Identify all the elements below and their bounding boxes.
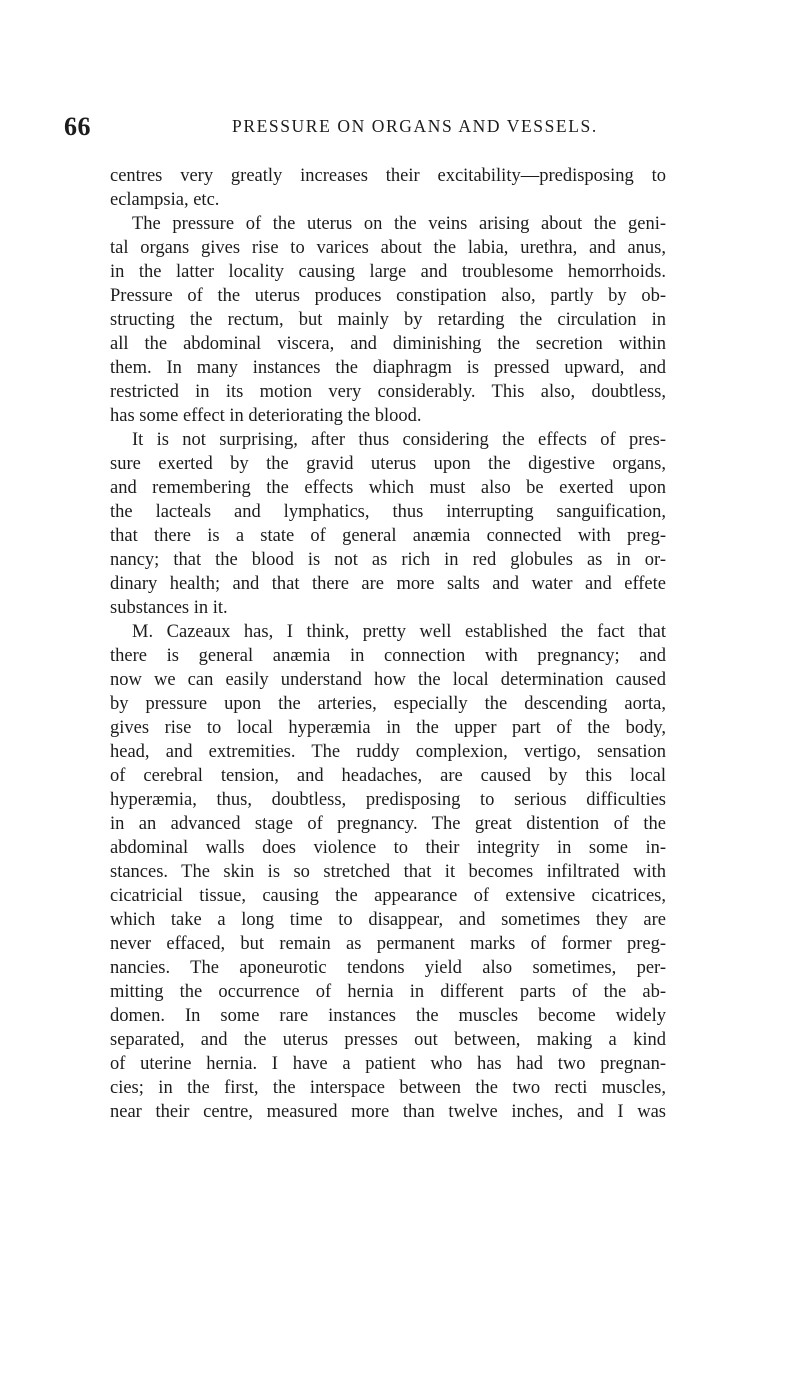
text-line: that there is a state of general anæmia connected with preg- — [110, 526, 666, 546]
text-line: restricted in its motion very considerably. This also, doubtless, — [110, 382, 666, 402]
text-line: domen. In some rare instances the muscles become widely — [110, 1006, 666, 1026]
text-line: tal organs gives rise to varices about the labia, urethra, and anus, — [110, 238, 666, 258]
page-header — [64, 112, 668, 142]
text-line: nancy; that the blood is not as rich in red globules as in or- — [110, 550, 666, 570]
text-line: never effaced, but remain as permanent marks of former preg- — [110, 934, 666, 954]
text-line: in an advanced stage of pregnancy. The great distention of the — [110, 814, 666, 834]
text-line: which take a long time to disappear, and sometimes they are — [110, 910, 666, 930]
body-text — [110, 164, 666, 1124]
text-line: the lacteals and lymphatics, thus interrupting sanguification, — [110, 502, 666, 522]
text-line: eclampsia, etc. — [110, 190, 220, 210]
text-line: substances in it. — [110, 598, 228, 618]
text-line: and remembering the effects which must also be exerted upon — [110, 478, 666, 498]
text-line: nancies. The aponeurotic tendons yield also sometimes, per- — [110, 958, 666, 978]
text-line: head, and extremities. The ruddy complexion, vertigo, sensation — [110, 742, 666, 762]
text-line: them. In many instances the diaphragm is pressed upward, and — [110, 358, 666, 378]
text-line: structing the rectum, but mainly by retarding the circulation in — [110, 310, 666, 330]
text-line: gives rise to local hyperæmia in the upper part of the body, — [110, 718, 666, 738]
text-line: there is general anæmia in connection with pregnancy; and — [110, 646, 666, 666]
text-line: sure exerted by the gravid uterus upon the digestive organs, — [110, 454, 666, 474]
text-line: Pressure of the uterus produces constipation also, partly by ob- — [110, 286, 666, 306]
text-line: dinary health; and that there are more salts and water and effete — [110, 574, 666, 594]
text-line: of uterine hernia. I have a patient who has had two pregnan- — [110, 1054, 666, 1074]
text-line: separated, and the uterus presses out between, making a kind — [110, 1030, 666, 1050]
text-line: stances. The skin is so stretched that it becomes infiltrated with — [110, 862, 666, 882]
text-line: cicatricial tissue, causing the appearance of extensive cicatrices, — [110, 886, 666, 906]
text-line: mitting the occurrence of hernia in different parts of the ab- — [110, 982, 666, 1002]
text-line: hyperæmia, thus, doubtless, predisposing to serious difficulties — [110, 790, 666, 810]
text-line: in the latter locality causing large and troublesome hemorrhoids. — [110, 262, 666, 282]
text-line: The pressure of the uterus on the veins arising about the geni- — [132, 214, 666, 234]
text-line: M. Cazeaux has, I think, pretty well established the fact that — [132, 622, 666, 642]
text-line: now we can easily understand how the local determination caused — [110, 670, 666, 690]
text-line: abdominal walls does violence to their integrity in some in- — [110, 838, 666, 858]
running-head: PRESSURE ON ORGANS AND VESSELS. — [232, 116, 598, 136]
text-line: has some effect in deteriorating the blood. — [110, 406, 422, 426]
page-number: 66 — [64, 112, 91, 141]
text-line: by pressure upon the arteries, especially the descending aorta, — [110, 694, 666, 714]
text-line: all the abdominal viscera, and diminishing the secretion within — [110, 334, 666, 354]
text-line: cies; in the first, the interspace between the two recti muscles, — [110, 1078, 666, 1098]
text-line: It is not surprising, after thus considering the effects of pres- — [132, 430, 666, 450]
text-line: centres very greatly increases their excitability—predisposing to — [110, 166, 666, 186]
text-line: near their centre, measured more than twelve inches, and I was — [110, 1102, 666, 1122]
text-line: of cerebral tension, and headaches, are caused by this local — [110, 766, 666, 786]
